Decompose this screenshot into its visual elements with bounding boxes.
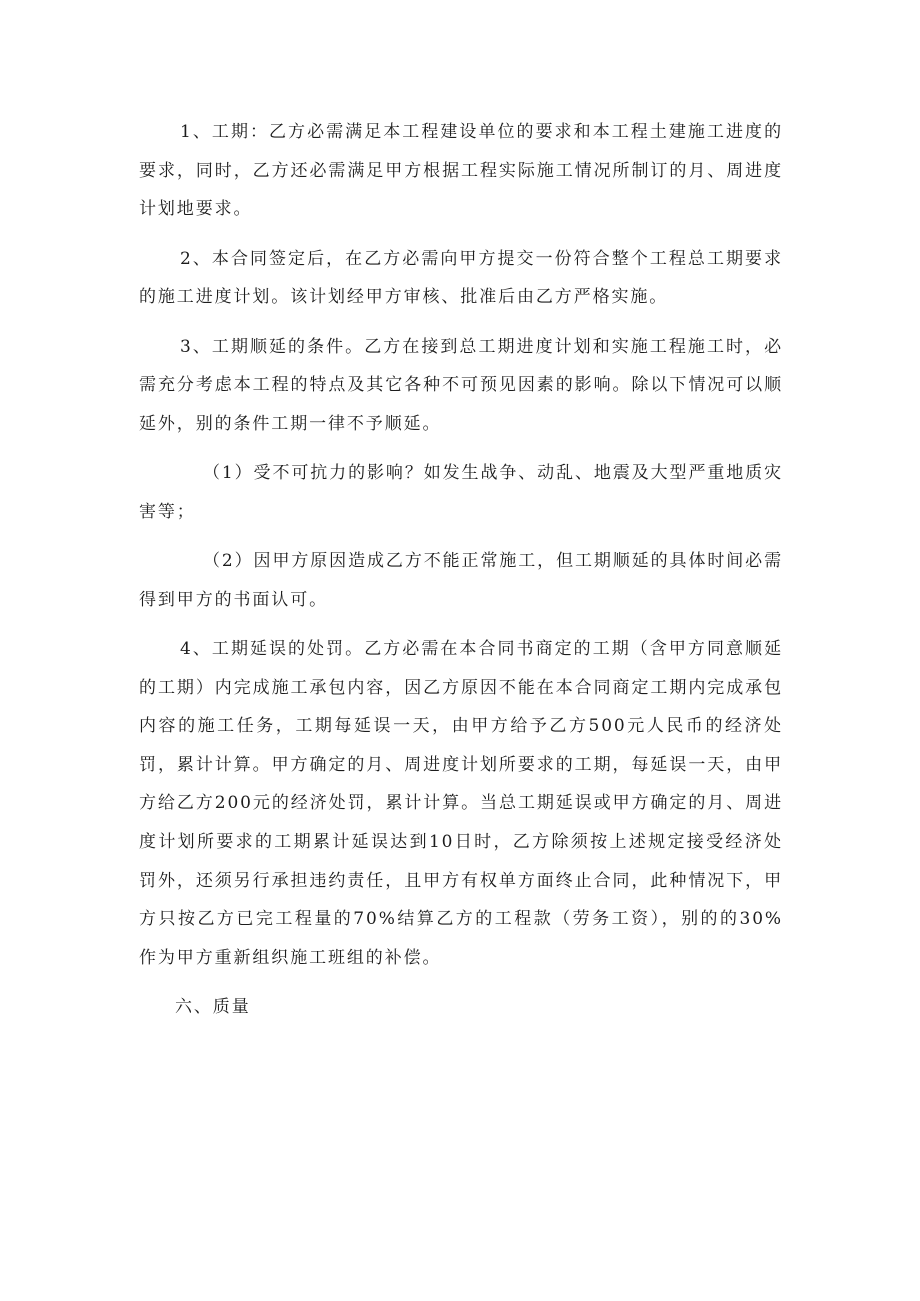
paragraph-extension-conditions: 3、工期顺延的条件。乙方在接到总工期进度计划和实施工程施工时，必需充分考虑本工程的特点及其它各种不可预见因素的影响。除以下情况可以顺延外，别的条件工期一律不予顺延。 <box>139 336 783 434</box>
paragraph-schedule-plan: 2、本合同签定后，在乙方必需向甲方提交一份符合整个工程总工期要求的施工进度计划。该计划经甲方审核、批准后由乙方严格实施。 <box>139 248 783 308</box>
paragraph-force-majeure: （1）受不可抗力的影响？如发生战争、动乱、地震及大型严重地质灾害等； <box>139 463 783 522</box>
paragraph-delay-penalty: 4、工期延误的处罚。乙方必需在本合同书商定的工期（含甲方同意顺延的工期）内完成施工承包内容，因乙方原因不能在本合同商定工期内完成承包内容的施工任务，工期每延误一天，由甲方给予乙方500元人民币的经济处罚，累计计算。甲方确定的月、周进度计划所要求的工期，每延误一天，由甲方给乙方200元的经济处罚，累计计算。当总工期延误或甲方确定的月、周进度计划所要求的工期累计延误达到10日时，乙方除须按上述规定接受经济处罚外，还须另行承担违约责任，且甲方有权单方面终止合同，此种情况下，甲方只按乙方已完工程量的70%结算乙方的工程款（劳务工资），别的的30%作为甲方重新组织施工班组的补偿。 <box>139 639 783 968</box>
paragraph-party-a-cause: （2）因甲方原因造成乙方不能正常施工，但工期顺延的具体时间必需得到甲方的书面认可。 <box>139 551 783 610</box>
section-heading-quality: 六、质量 <box>175 997 251 1018</box>
document-body <box>139 113 783 1038</box>
paragraph-schedule-requirement: 1、工期：乙方必需满足本工程建设单位的要求和本工程土建施工进度的要求，同时，乙方还必需满足甲方根据工程实际施工情况所制订的月、周进度计划地要求。 <box>139 122 783 220</box>
